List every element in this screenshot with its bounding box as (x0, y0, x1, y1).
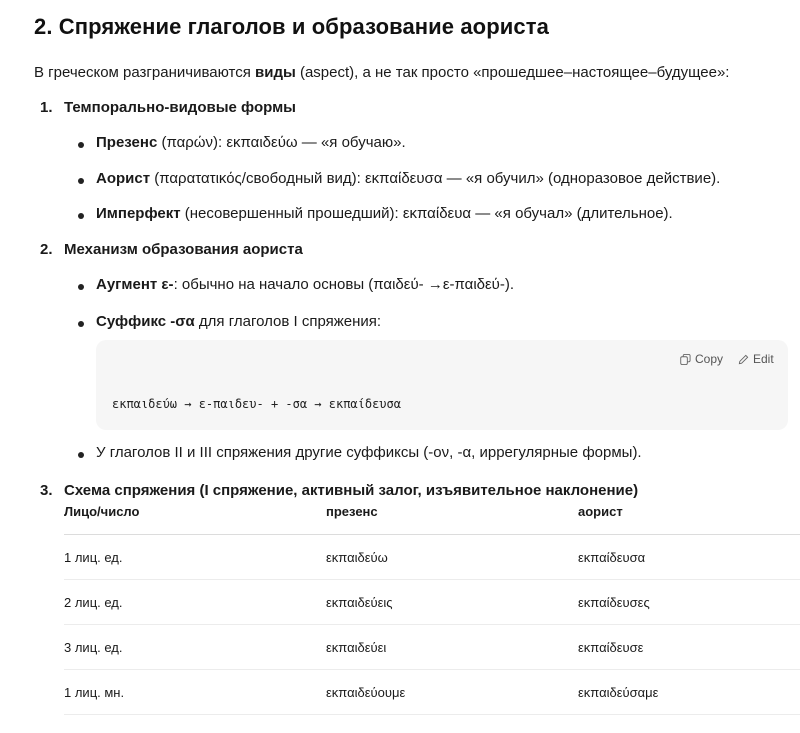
table-cell: εκπαίδευσες (578, 580, 800, 625)
code-block (96, 340, 788, 430)
list-title-1: Темпорально-видовые формы (64, 99, 296, 116)
list-item-bold: Аорист (96, 170, 151, 187)
list-item-text: : обычно на начало основы (παιδεύ- →ε-παιδεύ-). (173, 276, 515, 293)
list-item-text: (παρατατικός/свободный вид): εκπαίδευσα — «я обучил» (одноразовое действие). (150, 170, 721, 187)
list-item-bold: Аугмент ε- (96, 276, 174, 293)
list-item-text: для глаголов I спряжения: (194, 313, 382, 330)
table-cell: 3 лиц. ед. (64, 625, 326, 670)
table-header: презенс (326, 504, 578, 535)
section-heading: 2. Спряжение глаголов и образование аориста (34, 14, 549, 39)
intro-bold: виды (255, 64, 296, 81)
table-cell: 2 лиц. ед. (64, 580, 326, 625)
list-item: У глаголов II и III спряжения другие суффиксы (-ον, -α, иррегулярные формы). (96, 444, 642, 461)
bullet-dot (78, 142, 84, 148)
copy-icon (680, 354, 691, 365)
edit-label: Edit (753, 352, 774, 366)
list-number-3: 3. (40, 482, 53, 499)
list-item-text: (несовершенный прошедший): εκπαίδευα — «я обучал» (длительное). (180, 205, 673, 222)
copy-button[interactable] (680, 352, 723, 366)
list-item-bold: Суффикс -σα (96, 313, 195, 330)
table-row (64, 535, 800, 580)
list-item (96, 276, 514, 293)
conjugation-table (64, 504, 800, 715)
list-number-1: 1. (40, 99, 53, 116)
table-header: Лицо/число (64, 504, 326, 535)
table-cell: εκπαιδεύεις (326, 580, 578, 625)
intro-paragraph (34, 64, 729, 81)
bullet-dot (78, 452, 84, 458)
list-item (96, 205, 673, 222)
table-cell: εκπαιδεύει (326, 625, 578, 670)
bullet-dot (78, 284, 84, 290)
table-row (64, 580, 800, 625)
table-header-row (64, 504, 800, 535)
bullet-dot (78, 178, 84, 184)
list-item (96, 170, 720, 187)
edit-icon (738, 354, 749, 365)
intro-text-after: (aspect), а не так просто «прошедшее–настоящее–будущее»: (295, 64, 730, 81)
list-item-bold: Презенс (96, 134, 158, 151)
table-row (64, 625, 800, 670)
table-cell: 1 лиц. мн. (64, 670, 326, 715)
table-header: аорист (578, 504, 800, 535)
list-number-2: 2. (40, 241, 53, 258)
bullet-dot (78, 321, 84, 327)
bullet-dot (78, 213, 84, 219)
list-title-2: Механизм образования аориста (64, 241, 303, 258)
edit-button[interactable] (738, 352, 774, 366)
code-line: εκπαιδεύω → ε-παιδευ- + -σα → εκπαίδευσα (112, 397, 401, 411)
table-cell: 1 лиц. ед. (64, 535, 326, 580)
intro-text-before: В греческом разграничиваются (34, 64, 256, 81)
list-item-text: (παρών): εκπαιδεύω — «я обучаю». (157, 134, 406, 151)
list-item (96, 313, 381, 330)
table-cell: εκπαίδευσα (578, 535, 800, 580)
copy-label: Copy (695, 352, 724, 366)
list-item (96, 134, 406, 151)
table-cell: εκπαιδεύσαμε (578, 670, 800, 715)
table-cell: εκπαίδευσε (578, 625, 800, 670)
table-row (64, 670, 800, 715)
list-item-bold: Имперфект (96, 205, 181, 222)
table-cell: εκπαιδεύουμε (326, 670, 578, 715)
table-cell: εκπαιδεύω (326, 535, 578, 580)
list-title-3: Схема спряжения (I спряжение, активный залог, изъявительное наклонение) (64, 482, 639, 499)
